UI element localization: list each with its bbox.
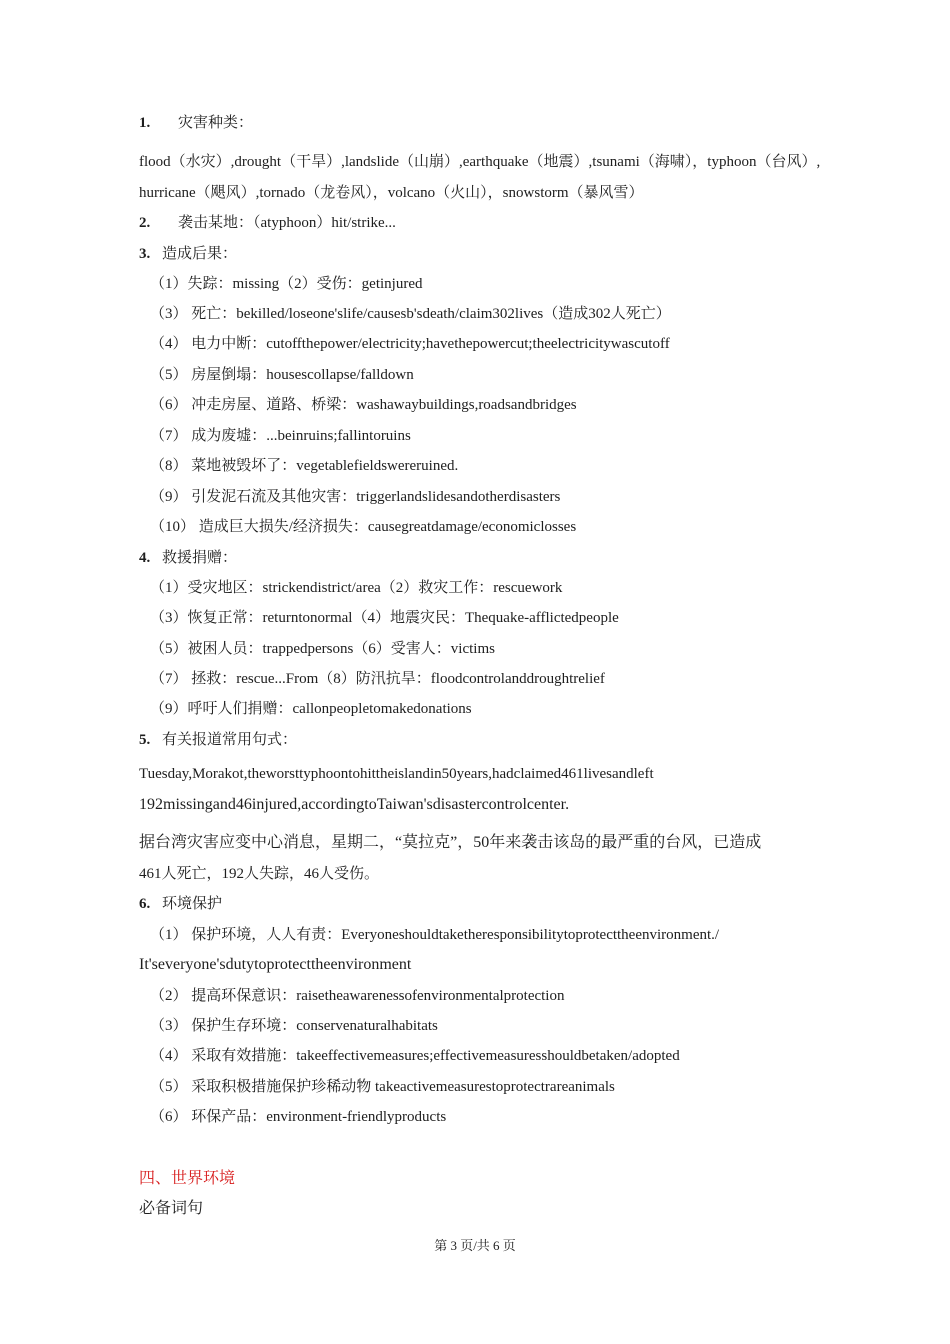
list-item: （6） 冲走房屋、道路、桥梁：washawaybuildings,roadsandbridges	[150, 397, 577, 413]
list-item: （8） 菜地被毁坏了：vegetablefieldswereruined.	[150, 458, 459, 474]
list-item: （3）恢复正常：returntonormal（4）地震灾民：Thequake-afflictedpeople	[150, 610, 619, 626]
text-line: It'severyone'sdutytoprotecttheenvironment	[139, 956, 412, 973]
list-item: （7） 成为废墟：...beinruins;fallintoruins	[150, 428, 411, 444]
list-heading-text: 有关报道常用句式：	[162, 732, 298, 748]
list-heading-text: 环境保护	[162, 896, 223, 912]
list-item: （4） 采取有效措施：takeeffectivemeasures;effectivemeasuresshouldbetaken/adopted	[150, 1048, 680, 1064]
list-heading-text: 袭击某地：（atyphoon）hit/strike...	[178, 215, 396, 231]
list-item: （3） 死亡：bekilled/loseone'slife/causesb'sdeath/claim302lives（造成302人死亡）	[150, 306, 671, 322]
list-heading-6	[139, 894, 920, 914]
text-line: flood（水灾）,drought（干旱）,landslide（山崩）,earthquake（地震）,tsunami（海啸），typhoon（台风）,	[139, 154, 821, 170]
list-number: 6.	[139, 896, 151, 912]
list-item: （5）被困人员：trappedpersons（6）受害人：victims	[150, 641, 495, 657]
list-item: （6） 环保产品：environment-friendlyproducts	[150, 1109, 447, 1125]
list-item: （9）呼吁人们捐赠：callonpeopletomakedonations	[150, 701, 472, 717]
list-item: （1） 保护环境，人人有责：Everyoneshouldtaketheresponsibilitytoprotecttheenvironment./	[150, 927, 720, 943]
list-heading-text: 救援捐赠：	[162, 550, 238, 566]
list-number: 4.	[139, 550, 151, 566]
list-item: （3） 保护生存环境：conservenaturalhabitats	[150, 1018, 438, 1034]
list-item: （4） 电力中断：cutoffthepower/electricity;havethepowercut;theelectricitywascutoff	[150, 336, 670, 352]
list-item: （1）受灾地区：strickendistrict/area（2）救灾工作：rescuework	[150, 580, 563, 596]
text-line: hurricane（飓风）,tornado（龙卷风），volcano（火山），snowstorm（暴风雪）	[139, 185, 644, 201]
list-heading-1	[139, 113, 920, 133]
list-number: 3.	[139, 246, 151, 262]
list-item: （10） 造成巨大损失/经济损失：causegreatdamage/economiclosses	[150, 519, 577, 535]
list-item: （5） 采取积极措施保护珍稀动物 takeactivemeasurestoprotectrareanimals	[150, 1079, 615, 1095]
list-number: 5.	[139, 732, 151, 748]
subheading: 必备词句	[139, 1200, 204, 1217]
page-footer: 第 3 页/共 6 页	[434, 1238, 516, 1253]
list-heading-text: 灾害种类：	[178, 115, 254, 131]
list-heading-4	[139, 548, 920, 568]
list-heading-5	[139, 730, 920, 750]
list-item: （1）失踪：missing（2）受伤：getinjured	[150, 276, 423, 292]
list-heading-text: 造成后果：	[162, 246, 238, 262]
text-line: 461人死亡，192人失踪，46人受伤。	[139, 866, 380, 882]
list-heading-2	[139, 213, 920, 233]
text-line: 据台湾灾害应变中心消息，星期二，“莫拉克”，50年来袭击该岛的最严重的台风，已造成	[139, 834, 762, 851]
list-number: 1.	[139, 115, 151, 131]
text-line: Tuesday,Morakot,theworsttyphoontohittheislandin50years,hadclaimed461livesandleft	[139, 766, 654, 782]
list-heading-3	[139, 244, 920, 264]
list-item: （2） 提高环保意识：raisetheawarenessofenvironmentalprotection	[150, 988, 565, 1004]
text-line: 192missingand46injured,accordingtoTaiwan'sdisastercontrolcenter.	[139, 796, 570, 813]
list-number: 2.	[139, 215, 151, 231]
list-item: （5） 房屋倒塌：housescollapse/falldown	[150, 367, 414, 383]
list-item: （7） 拯救：rescue...From（8）防汛抗旱：floodcontrolanddroughtrelief	[150, 671, 605, 687]
section-heading: 四、世界环境	[139, 1170, 236, 1187]
list-item: （9） 引发泥石流及其他灾害：triggerlandslidesandotherdisasters	[150, 489, 561, 505]
